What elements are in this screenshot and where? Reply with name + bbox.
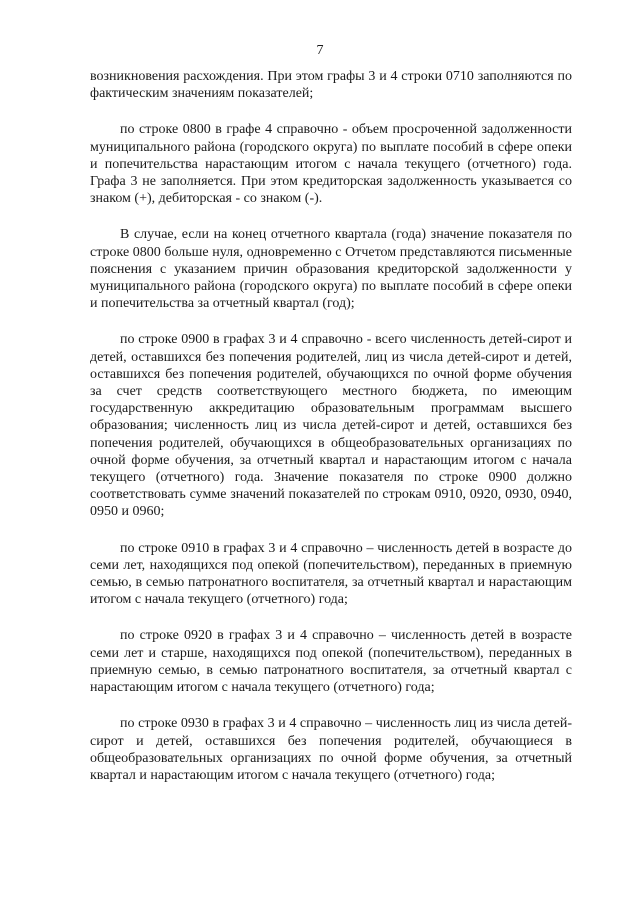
paragraph-row-0800: по строке 0800 в графе 4 справочно - объем просроченной задолженности муниципального района (городского округа) по выплате пособий в сфере опеки и попечительства нарастающим итогом с начала текущего (отчетного) года. Графа 3 не заполняется. При этом кредиторская задолженность указывается со знаком (+), дебиторская - со знаком (-). — [90, 122, 572, 207]
paragraph-row-0930: по строке 0930 в графах 3 и 4 справочно – численность лиц из числа детей-сирот и детей, оставшихся без попечения родителей, обучающиеся в общеобразовательных организациях по очной форме обучения, за отчетный квартал и нарастающим итогом с начала текущего (отчетного) года; — [90, 716, 572, 783]
page-number: 7 — [316, 43, 324, 58]
paragraph-continuation: возникновения расхождения. При этом графы 3 и 4 строки 0710 заполняются по фактическим значениям показателей; — [90, 69, 572, 102]
paragraph-explanations: В случае, если на конец отчетного квартала (года) значение показателя по строке 0800 больше нуля, одновременно с Отчетом представляются письменные пояснения с указанием причин образования кредиторской задолженности у муниципального района (городского округа) по выплате пособий в сфере опеки и попечительства за отчетный квартал (год); — [90, 227, 572, 312]
paragraph-row-0900: по строке 0900 в графах 3 и 4 справочно - всего численность детей-сирот и детей, оставшихся без попечения родителей, лиц из числа детей-сирот и детей, оставшихся без попечения родителей, обучающихся по очной форме обучения за счет средств соответствующего местного бюджета, по имеющим государственную аккредитацию образовательным программам высшего образования; численность лиц из числа детей-сирот и детей, оставшихся без попечения родителей, обучающихся в общеобразовательных организациях по очной форме обучения, за отчетный квартал и нарастающим итогом с начала текущего (отчетного) года. Значение показателя по строке 0900 должно соответствовать сумме значений показателей по строкам 0910, 0920, 0930, 0940, 0950 и 0960; — [90, 332, 572, 520]
document-body — [90, 68, 572, 803]
paragraph-row-0920: по строке 0920 в графах 3 и 4 справочно – численность детей в возрасте семи лет и старше, находящихся под опекой (попечительством), переданных в приемную семью, в семью патронатного воспитателя, за отчетный квартал с нарастающим итогом с начала текущего (отчетного) года; — [90, 628, 572, 696]
paragraph-row-0910: по строке 0910 в графах 3 и 4 справочно – численность детей в возрасте до семи лет, находящихся под опекой (попечительством), переданных в приемную семью, в семью патронатного воспитателя, за отчетный квартал и нарастающим итогом с начала текущего (отчетного) года; — [90, 540, 572, 608]
